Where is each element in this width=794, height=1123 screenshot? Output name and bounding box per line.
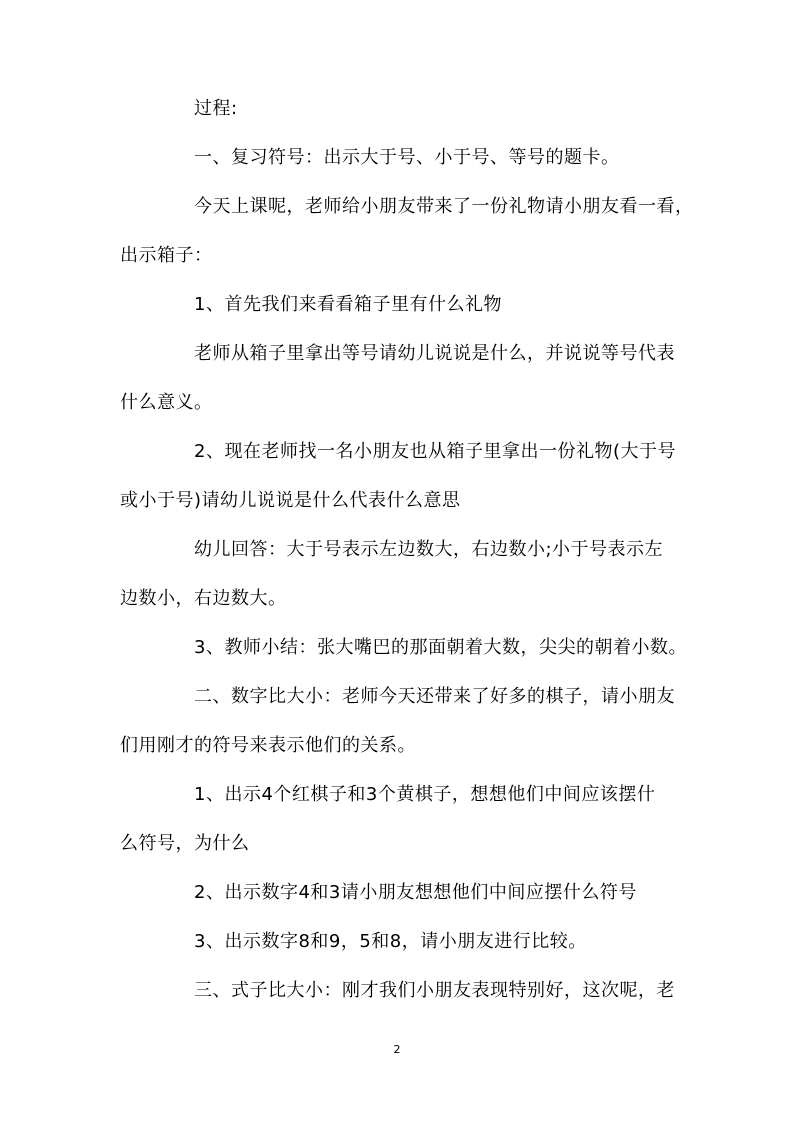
text-line-show-box: 出示箱子： <box>120 245 213 266</box>
text-line-section-2-cont: 们用刚才的符号来表示他们的关系。 <box>120 735 416 756</box>
text-line-chess-step-1-cont: 么符号，为什么 <box>120 833 250 854</box>
text-line-child-answer-cont: 边数小，右边数大。 <box>120 588 287 609</box>
text-line-chess-step-1: 1、出示4个红棋子和3个黄棋子，想想他们中间应该摆什 <box>194 784 656 805</box>
text-line-step-3-summary: 3、教师小结：张大嘴巴的那面朝着大数，尖尖的朝着小数。 <box>194 637 687 658</box>
text-line-chess-step-2: 2、出示数字4和3请小朋友想想他们中间应摆什么符号 <box>194 882 637 903</box>
text-line-section-3-heading: 三、式子比大小：刚才我们小朋友表现特别好，这次呢，老 <box>194 980 675 1001</box>
text-line-child-answer: 幼儿回答：大于号表示左边数大，右边数小;小于号表示左 <box>194 539 664 560</box>
text-line-step-2-cont: 或小于号)请幼儿说说是什么代表什么意思 <box>120 490 461 511</box>
text-line-section-2-heading: 二、数字比大小：老师今天还带来了好多的棋子，请小朋友 <box>194 686 675 707</box>
text-line-chess-step-3: 3、出示数字8和9，5和8，请小朋友进行比较。 <box>194 931 587 952</box>
text-line-section-1-heading: 一、复习符号：出示大于号、小于号、等号的题卡。 <box>194 147 620 168</box>
text-line-intro: 今天上课呢，老师给小朋友带来了一份礼物请小朋友看一看， <box>194 196 694 217</box>
text-line-teacher-equal-sign: 老师从箱子里拿出等号请幼儿说说是什么，并说说等号代表 <box>194 343 675 364</box>
text-line-step-2: 2、现在老师找一名小朋友也从箱子里拿出一份礼物(大于号 <box>194 441 676 462</box>
page-number: 2 <box>393 1043 401 1056</box>
text-line-meaning: 什么意义。 <box>120 392 213 413</box>
text-line-process: 过程: <box>194 98 238 119</box>
text-line-step-1: 1、首先我们来看看箱子里有什么礼物 <box>194 294 502 315</box>
